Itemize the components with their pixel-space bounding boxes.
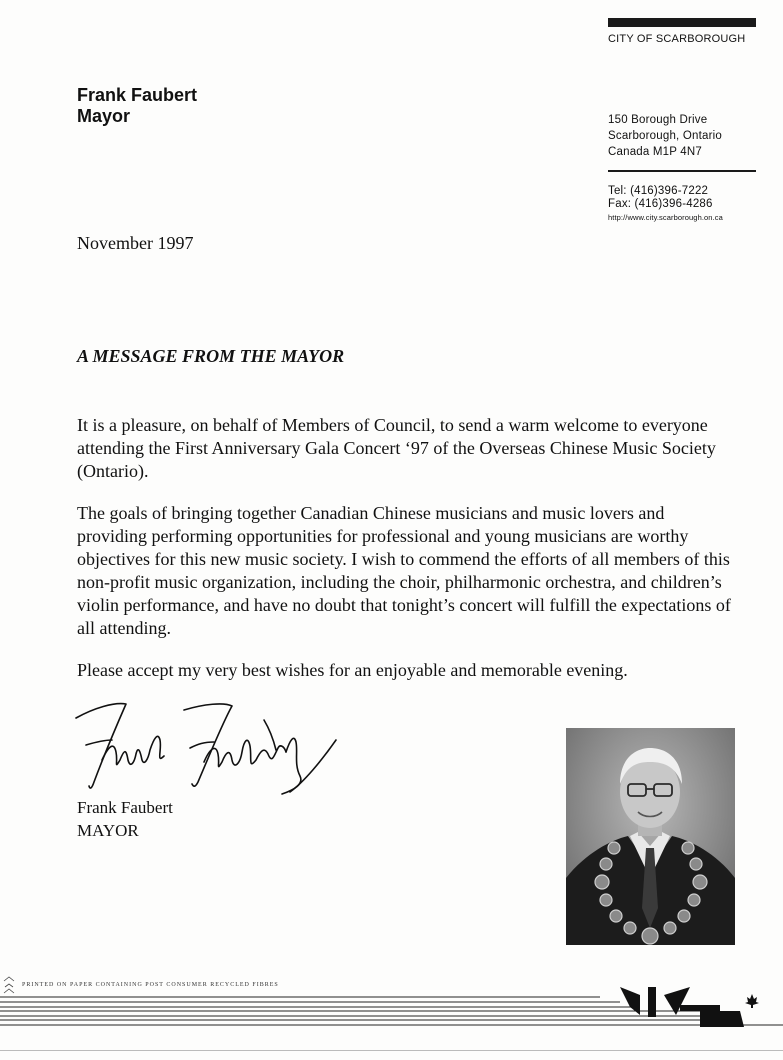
letterhead-address: [608, 112, 722, 160]
letter-paragraph: Please accept my very best wishes for an enjoyable and memorable evening.: [77, 660, 628, 680]
address-rule: [608, 170, 756, 172]
address-line-3: Canada M1P 4N7: [608, 146, 703, 158]
sender-title: Mayor: [77, 106, 131, 126]
recycle-icon: [2, 975, 16, 997]
address-line-2: Scarborough, Ontario: [608, 130, 722, 142]
fax: Fax: (416)396-4286: [608, 198, 713, 210]
closing-title: MAYOR: [77, 821, 139, 840]
closing-block: [77, 796, 173, 842]
letter-date: November 1997: [77, 233, 194, 253]
recycled-paper-note: PRINTED ON PAPER CONTAINING POST CONSUMER RECYCLED FIBRES: [22, 982, 279, 988]
sender-block: [77, 85, 197, 127]
city-name: CITY OF SCARBOROUGH: [608, 33, 746, 45]
mayor-portrait-photo: [566, 728, 735, 945]
website-link[interactable]: http://www.city.scarborough.on.ca: [608, 213, 723, 222]
telephone: Tel: (416)396-7222: [608, 185, 709, 197]
sender-name: Frank Faubert: [77, 85, 198, 105]
handwritten-signature: [64, 690, 339, 800]
closing-name: Frank Faubert: [77, 798, 173, 817]
letterhead-top-rule: [608, 18, 756, 27]
bottom-rule: [0, 1050, 783, 1051]
letter-heading: A MESSAGE FROM THE MAYOR: [77, 346, 345, 366]
address-line-1: 150 Borough Drive: [608, 114, 708, 126]
letterhead-contact: [608, 185, 723, 224]
letter-paragraph: The goals of bringing together Canadian Chinese musicians and music lovers and providing performing opportunities for professional and young musicians are worthy objectives for this new music society. I wish to commend the efforts of all members of this non-profit music organization, including the choir, philharmonic orchestra, and children’s violin performance, and have no doubt that tonight’s concert will fulfill the expectations of all attending.: [77, 503, 731, 638]
letter-paragraph: It is a pleasure, on behalf of Members of Council, to send a warm welcome to everyone attending the First Anniversary Gala Concert ‘97 of the Overseas Chinese Music Society (Ontario).: [77, 415, 716, 481]
